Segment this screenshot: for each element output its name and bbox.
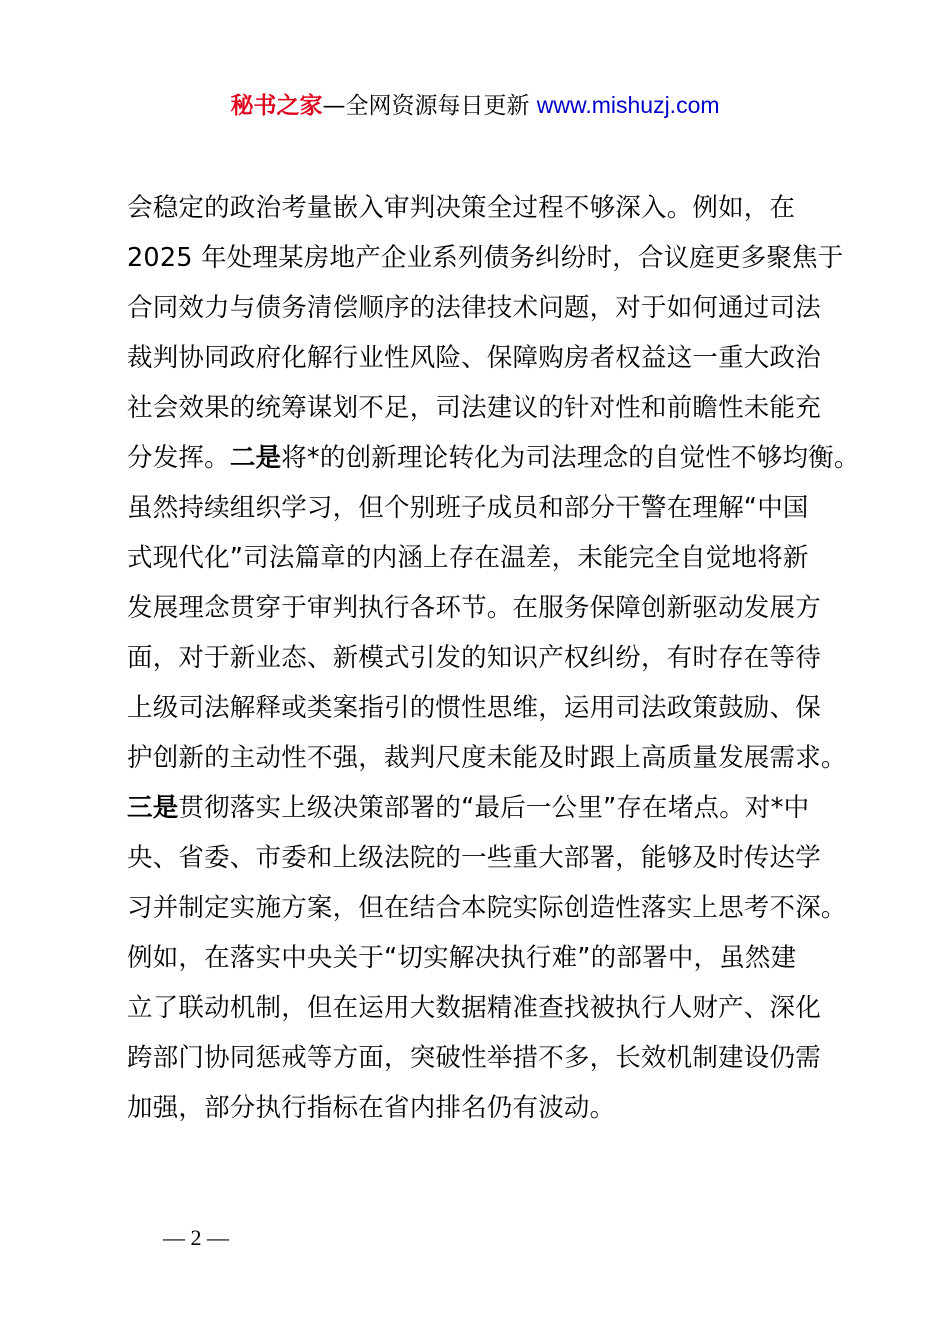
body-paragraph <box>127 183 860 1133</box>
text-line: 社会效果的统筹谋划不足，司法建议的针对性和前瞻性未能充 <box>127 393 821 423</box>
site-slogan: —全网资源每日更新 <box>322 93 530 119</box>
point-two-lead: 二是 <box>229 443 282 473</box>
text-line: 跨部门协同惩戒等方面，突破性举措不多，长效机制建设仍需 <box>127 1043 821 1073</box>
text-line: 例如，在落实中央关于“切实解决执行难”的部署中，虽然建 <box>127 943 797 973</box>
text-line: 式现代化”司法篇章的内涵上存在温差，未能完全自觉地将新 <box>127 543 809 573</box>
text-line: 裁判协同政府化解行业性风险、保障购房者权益这一重大政治 <box>127 343 821 373</box>
point-three-lead: 三是 <box>127 793 179 823</box>
text-run: 分发挥。 <box>127 443 230 473</box>
page-number: — 2 — <box>163 1225 229 1250</box>
site-brand: 秘书之家 <box>230 93 323 119</box>
text-line: 面，对于新业态、新模式引发的知识产权纠纷，有时存在等待 <box>127 643 821 673</box>
site-url-link[interactable]: www.mishuzj.com <box>536 92 720 118</box>
text-line: 央、省委、市委和上级法院的一些重大部署，能够及时传达学 <box>127 843 821 873</box>
page-header <box>0 88 950 123</box>
text-line: 2025 年处理某房地产企业系列债务纠纷时，合议庭更多聚焦于 <box>127 243 844 273</box>
text-line: 护创新的主动性不强，裁判尺度未能及时跟上高质量发展需求。 <box>127 743 847 773</box>
text-line: 习并制定实施方案，但在结合本院实际创造性落实上思考不深。 <box>127 893 847 923</box>
text-line <box>127 433 860 483</box>
text-run: 将*的创新理论转化为司法理念的自觉性不够均衡。 <box>281 443 860 473</box>
text-line: 立了联动机制，但在运用大数据精准查找被执行人财产、深化 <box>127 993 821 1023</box>
text-line <box>127 783 837 833</box>
text-line: 上级司法解释或类案指引的惯性思维，运用司法政策鼓励、保 <box>127 693 821 723</box>
text-line: 虽然持续组织学习，但个别班子成员和部分干警在理解“中国 <box>127 493 809 523</box>
text-line: 合同效力与债务清偿顺序的法律技术问题，对于如何通过司法 <box>127 293 821 323</box>
text-line: 发展理念贯穿于审判执行各环节。在服务保障创新驱动发展方 <box>127 593 821 623</box>
text-line: 会稳定的政治考量嵌入审判决策全过程不够深入。例如，在 <box>127 193 796 223</box>
text-line: 加强，部分执行指标在省内排名仍有波动。 <box>127 1093 616 1123</box>
text-run: 贯彻落实上级决策部署的“最后一公里”存在堵点。对*中 <box>178 793 810 823</box>
